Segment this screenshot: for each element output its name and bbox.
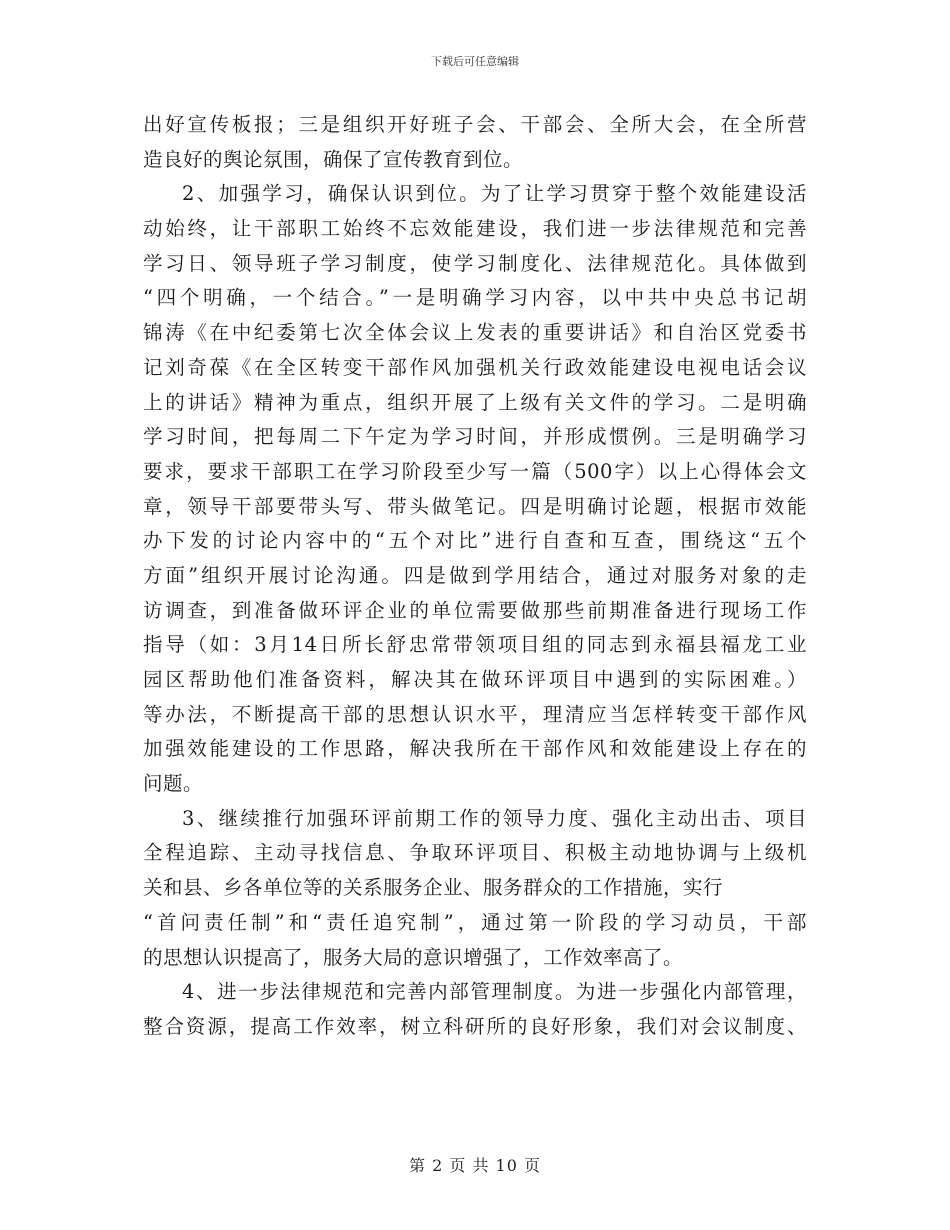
text-line: 记刘奇葆《在全区转变干部作风加强机关行政效能建设电视电话会议 bbox=[143, 355, 807, 379]
text-line: 加强效能建设的工作思路，解决我所在干部作风和效能建设上存在的 bbox=[143, 737, 807, 761]
text-line: 的思想认识提高了，服务大局的意识增强了，工作效率高了。 bbox=[143, 945, 684, 969]
text-line: 访调查，到准备做环评企业的单位需要做那些前期准备进行现场工作 bbox=[143, 598, 807, 622]
text-line: 章，领导干部要带头写、带头做笔记。四是明确讨论题，根据市效能 bbox=[143, 494, 807, 518]
text-line: 出好宣传板报；三是组织开好班子会、干部会、全所大会，在全所营 bbox=[143, 113, 807, 136]
text-line: 全程追踪、主动寻找信息、争取环评项目、积极主动地协调与上级机 bbox=[143, 841, 807, 865]
text-line: 要求，要求干部职工在学习阶段至少写一篇（500字）以上心得体会文 bbox=[143, 459, 807, 483]
document-body bbox=[143, 108, 807, 1045]
text-line: 学习日、领导班子学习制度，使学习制度化、法律规范化。具体做到 bbox=[143, 251, 807, 275]
text-line: 关和县、乡各单位等的关系服务企业、服务群众的工作措施，实行 bbox=[143, 876, 724, 900]
text-line: 整合资源，提高工作效率，树立科研所的良好形象，我们对会议制度、 bbox=[143, 1014, 807, 1038]
text-line: 园区帮助他们准备资料，解决其在做环评项目中遇到的实际困难。） bbox=[143, 668, 807, 691]
text-line: 指导（如：3月14日所长舒忠常带领项目组的同志到永福县福龙工业 bbox=[143, 633, 807, 657]
text-line: 造良好的舆论氛围，确保了宣传教育到位。 bbox=[143, 147, 524, 171]
page-footer: 第 2 页 共 10 页 bbox=[409, 1156, 541, 1175]
text-line: 学习时间，把每周二下午定为学习时间，并形成惯例。三是明确学习 bbox=[143, 425, 807, 449]
text-line: 动始终，让干部职工始终不忘效能建设，我们进一步法律规范和完善 bbox=[143, 217, 807, 241]
text-line: 4、进一步法律规范和完善内部管理制度。为进一步强化内部管理， bbox=[182, 980, 807, 1004]
text-line: 等办法，不断提高干部的思想认识水平，理清应当怎样转变干部作风 bbox=[143, 702, 807, 726]
text-line: “四个明确，一个结合。”一是明确学习内容，以中共中央总书记胡 bbox=[143, 286, 807, 310]
text-line: 锦涛《在中纪委第七次全体会议上发表的重要讲话》和自治区党委书 bbox=[143, 321, 807, 345]
text-line: 问题。 bbox=[143, 772, 204, 796]
page-header: 下载后可任意编辑 bbox=[431, 55, 519, 68]
text-line: 3、继续推行加强环评前期工作的领导力度、强化主动出击、项目 bbox=[182, 806, 807, 830]
text-line: 上的讲话》精神为重点，组织开展了上级有关文件的学习。二是明确 bbox=[143, 390, 807, 414]
text-line: 办下发的讨论内容中的“五个对比”进行自查和互查，围绕这“五个 bbox=[143, 529, 807, 553]
text-line: 2、加强学习，确保认识到位。为了让学习贯穿于整个效能建设活 bbox=[182, 182, 807, 206]
text-line: “首问责任制”和“责任追究制”，通过第一阶段的学习动员，干部 bbox=[143, 910, 807, 934]
text-line: 方面”组织开展讨论沟通。四是做到学用结合，通过对服务对象的走 bbox=[143, 563, 807, 587]
